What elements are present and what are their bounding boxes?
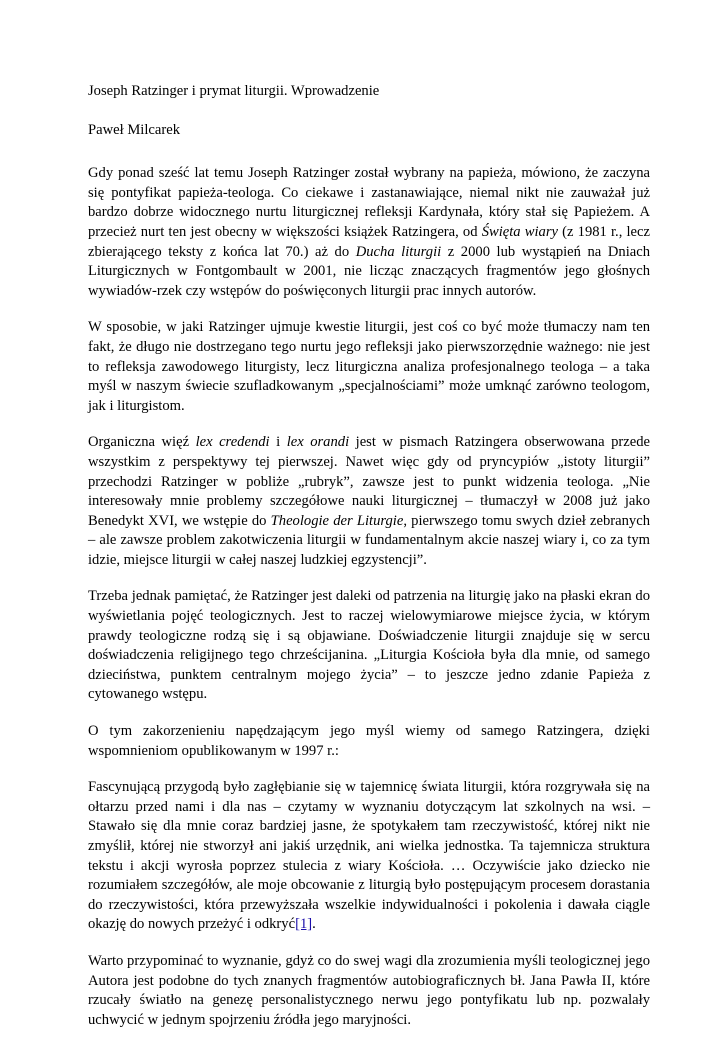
paragraph-3-text-a: Organiczna więź [88,434,196,451]
term-lex-orandi: lex orandi [286,434,350,451]
paragraph-1-text-b: (z 1981 r., lecz zbierającego teksty z końca lat 70.) aż do [88,223,650,260]
book-title-swieta-wiary: Święta wiary [481,223,558,240]
term-lex-credendi: lex credendi [195,434,270,451]
document-page [88,82,650,1047]
paragraph-6-text-a: Fascynującą przygodą było zagłębianie się w tajemnicę świata liturgii, która rozgrywała się na ołtarzu przed nami i dla nas – czytamy w wyznaniu dotyczącym lat szkolnych na wsi. – Stawało się dla mnie coraz bardziej jasne, że spotykałem tam rzeczywistość, której nikt nie zmyślił, której nie stworzył ani jakiś urzędnik, ani wielka jednostka. Ta tajemnicza struktura tekstu i akcji wyrosła poprzez stulecia z wiary Kościoła. … Oczywiście jako dziecko nie rozumiałem szczegółów, ale moje obcowanie z liturgią było postępującym procesem dorastania do rzeczywistości, która przewyższała wszelkie indywidualności i pokolenia i dawała ciągle okazję do nowych przeżyć i odkryć [88,779,650,933]
paragraph-1-text-a: Gdy ponad sześć lat temu Joseph Ratzinger został wybrany na papieża, mówiono, że zaczyna się pontyfikat papieża-teologa. Co ciekawe i zastanawiające, niemal nikt nie zauważał już bardzo dobrze widocznego nurtu liturgicznej refleksji Kardynała, który stał się Papieżem. A przecież nurt ten jest obecny w większości książek Ratzingera, od [88,165,650,240]
document-title: Joseph Ratzinger i prymat liturgii. Wprowadzenie [88,83,380,99]
document-author: Paweł Milcarek [88,121,180,138]
paragraph-5: O tym zakorzenieniu napędzającym jego myśl wiemy od samego Ratzingera, dzięki wspomnieniom opublikowanym w 1997 r.: [88,723,650,759]
paragraph-6-quote [88,778,650,935]
book-title-theologie-der-liturgie: Theologie der Liturgie [270,512,404,529]
paragraph-1-text-c: z 2000 lub wystąpień na Dniach Liturgicznych w Fontgombault w 2001, nie licząc znaczących fragmentów jego głośnych wywiadów-rzek czy wstępów do poświęconych liturgii prac innych autorów. [88,243,650,299]
paragraph-3-text-b: i [269,434,287,451]
paragraph-2: W sposobie, w jaki Ratzinger ujmuje kwestie liturgii, jest coś co być może tłumaczy nam ten fakt, że długo nie dostrzegano tego nurtu jego refleksji jako pierwszorzędnie ważnego: nie jest to refleksja zawodowego liturgisty, lecz liturgiczna analiza profesjonalnego teologa – a taka myśl w naszym świecie szufladkowanym „specjalnościami” może umknąć zarówno teologom, jak i liturgistom. [88,319,650,414]
paragraph-3-text-d: , pierwszego tomu swych dzieł zebranych – ale zawsze problem zakotwiczenia liturgii w fundamentalnym akcie naszej wiary i, co za tym idzie, miejsce liturgii w całej naszej ludzkiej egzystencji”. [88,512,650,568]
paragraph-1 [88,164,650,301]
paragraph-3-text-c: jest w pismach Ratzingera obserwowana przede wszystkim z perspektywy tej pierwszej. Nawet więc gdy od pryncypiów „istoty liturgii” przechodzi Ratzinger w pobliże „rubryk”, zawsze jest to punkt widzenia teologa. „Nie interesowały mnie problemy szczegółowe nauki liturgicznej – tłumaczył w 2008 już jako Benedykt XVI, we wstępie do [88,434,650,529]
paragraph-3 [88,433,650,570]
book-title-ducha-liturgii: Ducha liturgii [355,243,442,260]
paragraph-6-text-b: . [312,916,316,933]
paragraph-4: Trzeba jednak pamiętać, że Ratzinger jest daleki od patrzenia na liturgię jako na płaski ekran do wyświetlania pojęć teologicznych. Jest to raczej wielowymiarowe miejsce życia, w którym prawdy teologiczne rodzą się i są objawiane. Doświadczenie liturgii znajduje się w sercu doświadczenia religijnego tego chrześcijanina. „Liturgia Kościoła była dla mnie, od samego dzieciństwa, punktem centralnym mojego życia” – to jeszcze jedno zdanie Papieża z cytowanego wstępu. [88,588,650,703]
paragraph-7: Warto przypominać to wyznanie, gdyż co do swej wagi dla zrozumienia myśli teologicznej jego Autora jest podobne do tych znanych fragmentów autobiograficznych bł. Jana Pawła II, które rzucały światło na genezę personalistycznego nerwu jego pontyfikatu lub np. pozwalały uchwycić w jednym spojrzeniu źródła jego maryjności. [88,952,650,1028]
footnote-link-1[interactable]: [1] [295,916,313,933]
